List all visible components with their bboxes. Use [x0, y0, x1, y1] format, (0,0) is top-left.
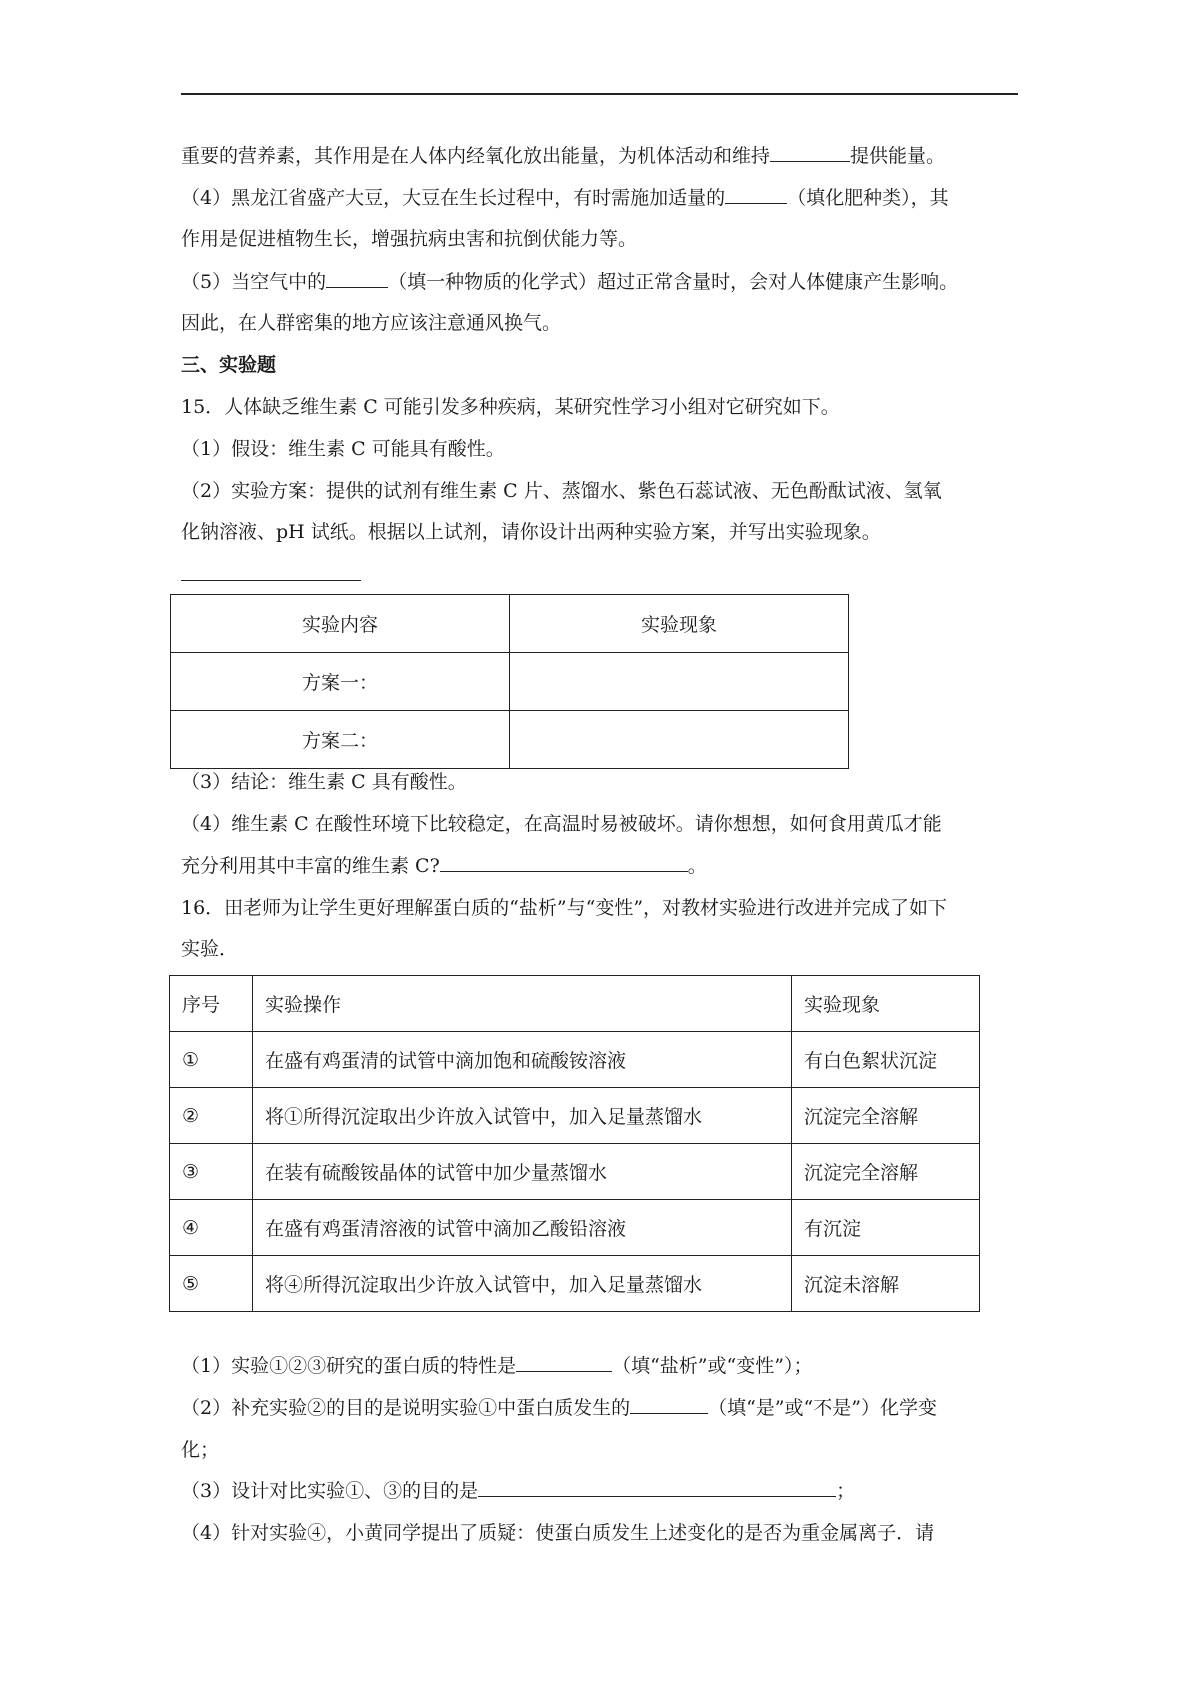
table-cell: ①: [170, 1032, 253, 1088]
table-cell: 有沉淀: [792, 1200, 980, 1256]
table-cell: 在盛有鸡蛋清的试管中滴加饱和硫酸铵溶液: [253, 1032, 792, 1088]
table-row: [171, 653, 849, 711]
text-line: （5）当空气中的 （填一种物质的化学式）超过正常含量时，会对人体健康产生影响。: [181, 271, 959, 293]
text-line: （3）设计对比实验①、③的目的是 ；: [181, 1480, 856, 1502]
table-cell: 沉淀完全溶解: [792, 1144, 980, 1200]
table-row: [170, 1032, 980, 1088]
table-cell: 将①所得沉淀取出少许放入试管中，加入足量蒸馏水: [253, 1088, 792, 1144]
answer-blank[interactable]: [725, 185, 787, 204]
answer-blank[interactable]: [516, 1353, 612, 1372]
text-line: 因此，在人群密集的地方应该注意通风换气。: [181, 312, 562, 334]
table-cell: 沉淀未溶解: [792, 1256, 980, 1312]
section-title: 三、实验题: [181, 354, 277, 376]
text-line: （4）针对实验④，小黄同学提出了质疑：使蛋白质发生上述变化的是否为重金属离子．请: [181, 1522, 935, 1544]
table-cell: ⑤: [170, 1256, 253, 1312]
table-header-cell: 实验操作: [253, 976, 792, 1032]
table-row: [170, 1256, 980, 1312]
table-header-row: [171, 595, 849, 653]
table-cell: 沉淀完全溶解: [792, 1088, 980, 1144]
table-row: [170, 1200, 980, 1256]
answer-blank[interactable]: [630, 1395, 708, 1414]
table-cell: ②: [170, 1088, 253, 1144]
table-cell: ③: [170, 1144, 253, 1200]
table-row: [171, 711, 849, 769]
text-line: （1）实验①②③研究的蛋白质的特性是 （填“盐析”或“变性”）；: [181, 1355, 813, 1377]
text-line: （4）黑龙江省盛产大豆，大豆在生长过程中，有时需施加适量的 （填化肥种类），其: [181, 187, 949, 209]
table-cell: 方案一：: [171, 653, 510, 711]
table-header-cell: 序号: [170, 976, 253, 1032]
table-cell: 有白色絮状沉淀: [792, 1032, 980, 1088]
table-cell: 将④所得沉淀取出少许放入试管中，加入足量蒸馏水: [253, 1256, 792, 1312]
answer-cell[interactable]: [510, 653, 849, 711]
answer-blank[interactable]: [478, 1478, 836, 1497]
table-cell: ④: [170, 1200, 253, 1256]
answer-cell[interactable]: [510, 711, 849, 769]
question-16: 16．田老师为让学生更好理解蛋白质的“盐析”与“变性”，对教材实验进行改进并完成了如下: [181, 897, 948, 919]
table-cell: 在装有硫酸铵晶体的试管中加少量蒸馏水: [253, 1144, 792, 1200]
table-header-row: [170, 976, 980, 1032]
text-line: 化；: [181, 1439, 220, 1461]
table-cell: 在盛有鸡蛋清溶液的试管中滴加乙酸铅溶液: [253, 1200, 792, 1256]
table-header-cell: 实验现象: [792, 976, 980, 1032]
answer-blank[interactable]: [326, 269, 388, 288]
text-line: 充分利用其中丰富的维生素 C? 。: [181, 855, 707, 877]
table-row: [170, 1088, 980, 1144]
header-rule: [181, 93, 1018, 95]
text-line: 重要的营养素，其作用是在人体内经氧化放出能量，为机体活动和维持 提供能量。: [181, 145, 946, 167]
text-line: 化钠溶液、pH 试纸。根据以上试剂，请你设计出两种实验方案，并写出实验现象。: [181, 521, 881, 543]
question-15: 15．人体缺乏维生素 C 可能引发多种疾病，某研究性学习小组对它研究如下。: [181, 396, 840, 418]
answer-blank[interactable]: [181, 580, 361, 581]
text-line: 作用是促进植物生长，增强抗病虫害和抗倒伏能力等。: [181, 228, 638, 250]
text-line: （2）补充实验②的目的是说明实验①中蛋白质发生的 （填“是”或“不是”）化学变: [181, 1397, 937, 1419]
experiment-table: [169, 975, 980, 1312]
table-cell: 方案二：: [171, 711, 510, 769]
answer-blank[interactable]: [440, 853, 688, 872]
plan-table: [170, 594, 849, 769]
text-line: （4）维生素 C 在酸性环境下比较稳定，在高温时易被破坏。请你想想，如何食用黄瓜才能: [181, 813, 942, 835]
text-line: （2）实验方案：提供的试剂有维生素 C 片、蒸馏水、紫色石蕊试液、无色酚酞试液、氢氧: [181, 480, 942, 502]
text-line: （3）结论：维生素 C 具有酸性。: [181, 771, 467, 793]
table-header-cell: 实验现象: [510, 595, 849, 653]
text-line: 实验．: [181, 938, 239, 960]
text-line: （1）假设：维生素 C 可能具有酸性。: [181, 438, 505, 460]
table-header-cell: 实验内容: [171, 595, 510, 653]
table-row: [170, 1144, 980, 1200]
answer-blank[interactable]: [770, 143, 850, 162]
